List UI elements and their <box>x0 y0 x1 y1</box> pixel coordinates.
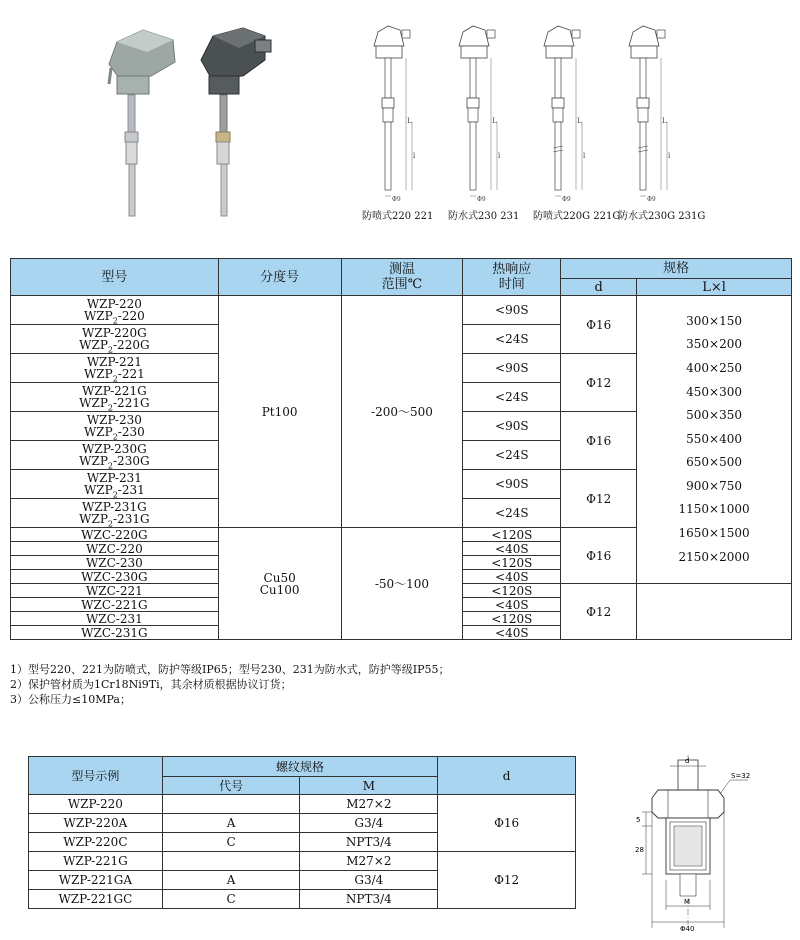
example-model: WZP-221GA <box>29 871 163 890</box>
drawing-thread <box>468 108 478 122</box>
drawing-caption: 防水式230 231 <box>448 211 520 222</box>
fit-label-5: 5 <box>636 816 641 824</box>
drawing-caption: 防喷式220G 221G <box>533 211 621 222</box>
response-cell: <90S <box>463 354 561 383</box>
sizes-empty-cell <box>637 584 792 640</box>
drawing-housing <box>461 46 487 58</box>
drawing-label-phi: Φ9 <box>392 196 401 203</box>
model-cell: WZP-221 $WZP_2-221$ <box>11 354 219 383</box>
header-d: d <box>561 279 637 296</box>
drawing-thread <box>553 108 563 122</box>
pt-grading-cell: Pt100 <box>218 296 341 528</box>
response-cell: <40S <box>463 626 561 640</box>
product-photos <box>95 20 285 220</box>
note-line: 3）公称压力≤10MPa； <box>10 693 131 706</box>
drawing-cable-gland <box>572 30 580 38</box>
model-cell: WZP-231 $WZP_2-231$ <box>11 470 219 499</box>
d2-cell: Φ16 <box>438 795 576 852</box>
drawing-neck <box>385 58 391 98</box>
header-d2: d <box>438 757 576 795</box>
drawing-neck <box>470 58 476 98</box>
technical-drawings <box>360 18 700 208</box>
drawing-nut <box>467 98 479 108</box>
response-cell: <24S <box>463 325 561 354</box>
code-cell <box>162 795 300 814</box>
code-cell: C <box>162 833 300 852</box>
header-grading: 分度号 <box>218 259 341 296</box>
drawing-label-L: L <box>662 117 667 125</box>
drawing-tube <box>555 122 561 190</box>
spec-table <box>10 258 792 640</box>
sensor-drawing-2 <box>459 26 501 203</box>
d-cell: Φ16 <box>561 528 637 584</box>
drawing-nut <box>382 98 394 108</box>
size-item: 900×750 <box>686 478 742 493</box>
size-item: 550×400 <box>686 431 742 446</box>
response-cell: <40S <box>463 598 561 612</box>
d-cell: Φ12 <box>561 354 637 412</box>
example-model: WZP-220A <box>29 814 163 833</box>
drawing-cable-gland <box>487 30 495 38</box>
model-cell: WZC-231 <box>11 612 219 626</box>
example-model: WZP-220 <box>29 795 163 814</box>
d-cell: Φ12 <box>561 584 637 640</box>
code-cell: A <box>162 871 300 890</box>
code-cell: C <box>162 890 300 909</box>
sizes-cell <box>637 296 792 584</box>
drawing-housing <box>546 46 572 58</box>
response-cell: <90S <box>463 470 561 499</box>
d2-cell: Φ12 <box>438 852 576 909</box>
model-cell: WZC-220G <box>11 528 219 542</box>
d-cell: Φ16 <box>561 296 637 354</box>
drawing-label-phi: Φ9 <box>647 196 656 203</box>
model-cell: WZC-220 <box>11 542 219 556</box>
response-cell: <24S <box>463 383 561 412</box>
drawing-head <box>544 26 574 46</box>
drawing-label-l: l <box>498 152 501 160</box>
fit-label-phi40: Φ40 <box>680 925 695 933</box>
drawing-housing <box>376 46 402 58</box>
fit-label-28: 28 <box>635 846 644 854</box>
size-item: 1150×1000 <box>678 502 750 517</box>
drawing-label-L: L <box>577 117 582 125</box>
thread-table <box>28 756 576 909</box>
header-range: 测温 范围℃ <box>341 259 463 296</box>
model-cell: WZP-220 $WZP_2-220$ <box>11 296 219 325</box>
note-line: 1）型号220、221为防喷式，防护等级IP65；型号230、231为防水式，防护等级IP55； <box>10 663 450 676</box>
model-cell: WZC-231G <box>11 626 219 640</box>
model-cell: WZP-231G $WZP_2-231G$ <box>11 499 219 528</box>
response-cell: <120S <box>463 584 561 598</box>
size-item: 2150×2000 <box>678 549 750 564</box>
m-cell: M27×2 <box>300 795 438 814</box>
header-model: 型号 <box>11 259 219 296</box>
m-cell: M27×2 <box>300 852 438 871</box>
size-item: 400×250 <box>686 360 742 375</box>
note-line: 2）保护管材质为1Cr18Ni9Ti，其余材质根据协议订货； <box>10 678 292 691</box>
response-cell: <90S <box>463 412 561 441</box>
drawing-label-phi: Φ9 <box>562 196 571 203</box>
photo-grey-head-sensor <box>109 30 175 216</box>
example-model: WZP-220C <box>29 833 163 852</box>
drawing-head <box>629 26 659 46</box>
m-cell: NPT3/4 <box>300 890 438 909</box>
drawing-tube <box>470 122 476 190</box>
drawing-cable-gland <box>657 30 665 38</box>
response-cell: <40S <box>463 570 561 584</box>
header-example: 型号示例 <box>29 757 163 795</box>
fit-label-m: M <box>684 898 691 906</box>
header-spec: 规格 <box>561 259 792 279</box>
cu-range-cell: -50～100 <box>341 528 463 640</box>
sensor-drawing-4 <box>629 26 671 203</box>
cu-grading-cell: Cu50 Cu100 <box>218 528 341 640</box>
drawing-label-L: L <box>407 117 412 125</box>
response-cell: <120S <box>463 556 561 570</box>
model-cell: WZP-220G $WZP_2-220G$ <box>11 325 219 354</box>
model-cell: WZP-230G $WZP_2-230G$ <box>11 441 219 470</box>
size-item: 300×150 <box>686 313 742 328</box>
response-cell: <24S <box>463 441 561 470</box>
drawing-head <box>459 26 489 46</box>
drawing-tube <box>640 122 646 190</box>
drawing-label-L: L <box>492 117 497 125</box>
header-thread: 螺纹规格 <box>162 757 437 777</box>
response-cell: <24S <box>463 499 561 528</box>
example-model: WZP-221G <box>29 852 163 871</box>
header-m: M <box>300 777 438 795</box>
drawing-label-l: l <box>668 152 671 160</box>
model-cell: WZC-221G <box>11 598 219 612</box>
size-item: 450×300 <box>686 384 742 399</box>
code-cell <box>162 852 300 871</box>
fit-label-s: S=32 <box>731 772 751 780</box>
response-cell: <120S <box>463 528 561 542</box>
model-cell: WZP-230 $WZP_2-230$ <box>11 412 219 441</box>
drawing-label-l: l <box>413 152 416 160</box>
m-cell: G3/4 <box>300 871 438 890</box>
code-cell: A <box>162 814 300 833</box>
model-cell: WZP-221G $WZP_2-221G$ <box>11 383 219 412</box>
sensor-drawing-1 <box>374 26 416 203</box>
header-lxl: L×l <box>637 279 792 296</box>
drawing-housing <box>631 46 657 58</box>
drawing-nut <box>637 98 649 108</box>
drawing-label-phi: Φ9 <box>477 196 486 203</box>
m-cell: G3/4 <box>300 814 438 833</box>
response-cell: <120S <box>463 612 561 626</box>
size-item: 650×500 <box>686 455 742 470</box>
pt-range-cell: -200～500 <box>341 296 463 528</box>
drawing-neck <box>640 58 646 98</box>
photo-dark-head-sensor <box>201 28 271 216</box>
drawing-nut <box>552 98 564 108</box>
example-model: WZP-221GC <box>29 890 163 909</box>
drawing-cable-gland <box>402 30 410 38</box>
header-code: 代号 <box>162 777 300 795</box>
drawing-caption: 防喷式220 221 <box>362 211 434 222</box>
model-cell: WZC-230G <box>11 570 219 584</box>
d-cell: Φ12 <box>561 470 637 528</box>
sensor-drawing-3 <box>544 26 586 203</box>
drawing-thread <box>638 108 648 122</box>
fitting-drawing <box>620 750 770 935</box>
drawing-label-l: l <box>583 152 586 160</box>
model-cell: WZC-230 <box>11 556 219 570</box>
notes <box>10 662 449 707</box>
drawing-caption: 防水式230G 231G <box>618 211 706 222</box>
header-response: 热响应 时间 <box>463 259 561 296</box>
drawing-tube <box>385 122 391 190</box>
d-cell: Φ16 <box>561 412 637 470</box>
fit-label-d: d <box>685 757 690 765</box>
size-item: 500×350 <box>686 408 742 423</box>
model-cell: WZC-221 <box>11 584 219 598</box>
response-cell: <40S <box>463 542 561 556</box>
drawing-head <box>374 26 404 46</box>
response-cell: <90S <box>463 296 561 325</box>
m-cell: NPT3/4 <box>300 833 438 852</box>
size-item: 1650×1500 <box>678 526 750 541</box>
size-item: 350×200 <box>686 337 742 352</box>
drawing-neck <box>555 58 561 98</box>
drawing-thread <box>383 108 393 122</box>
